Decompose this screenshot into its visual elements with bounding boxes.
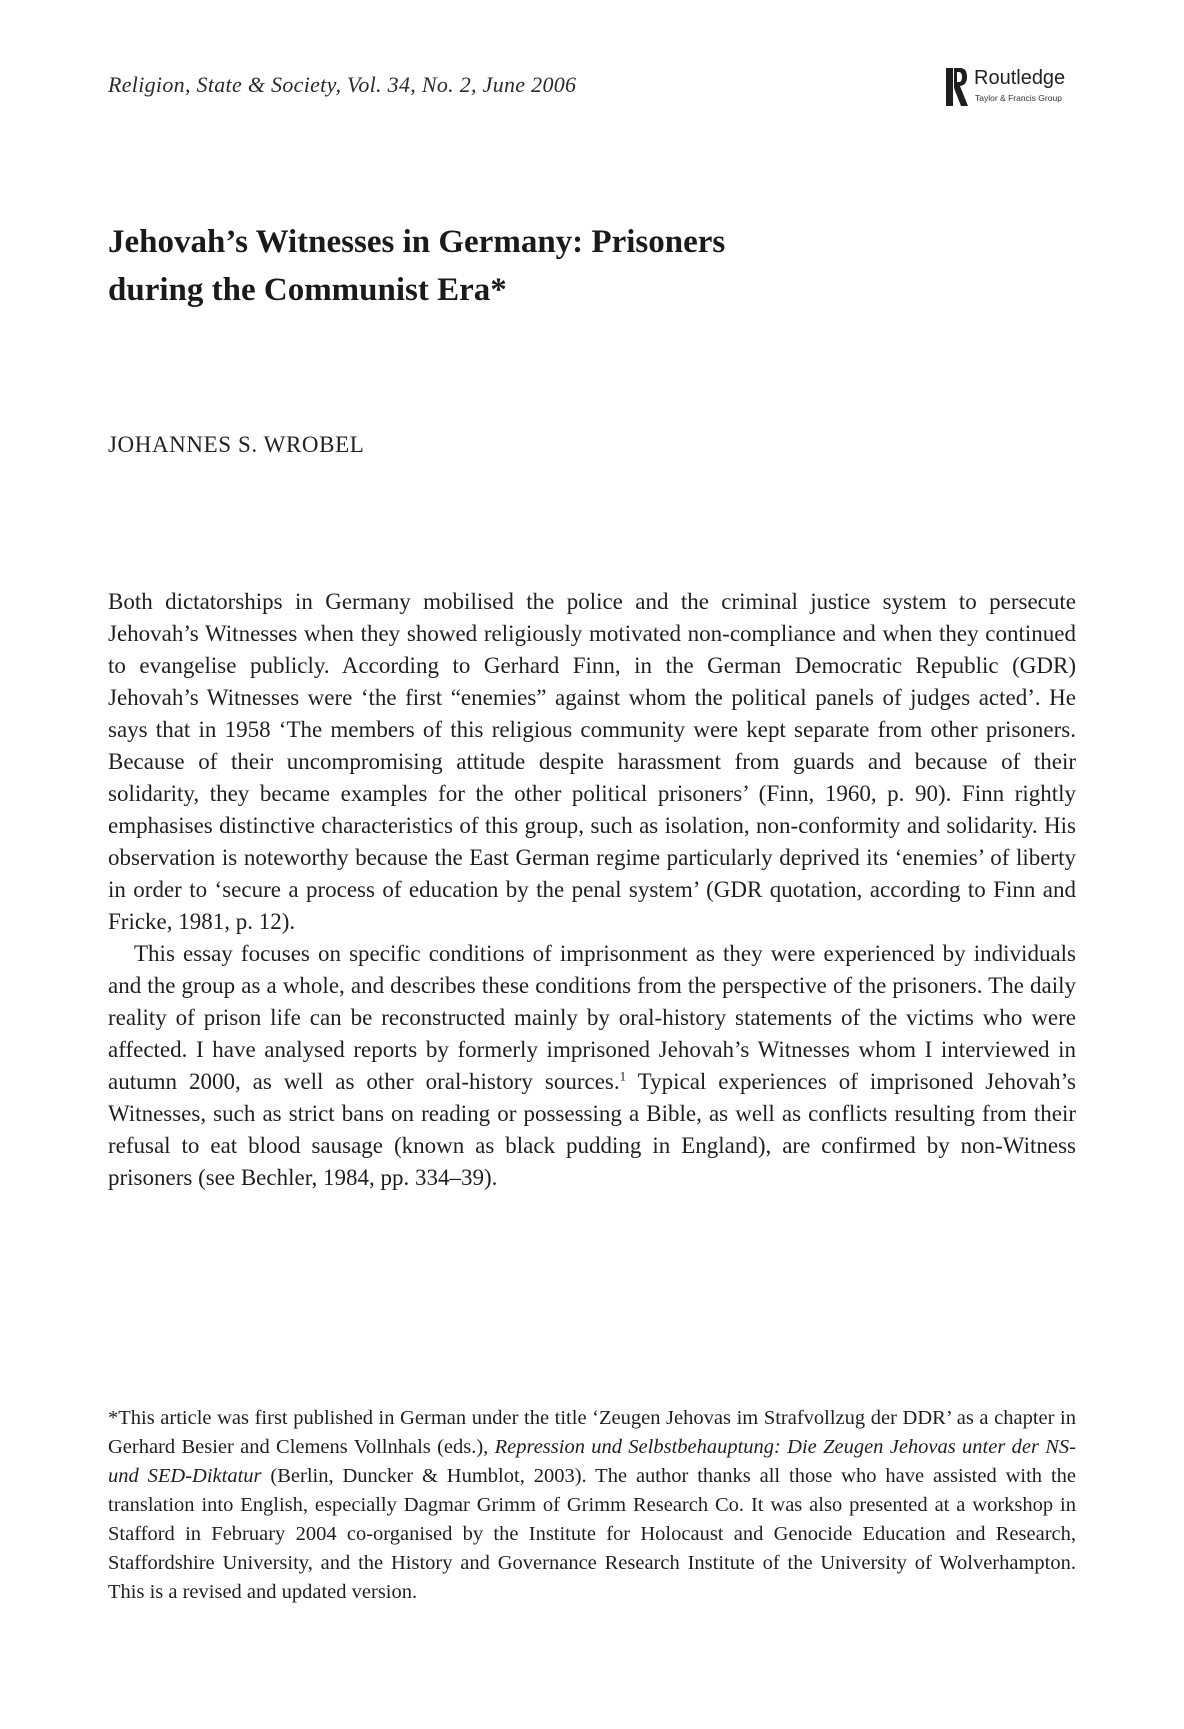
publisher-group: Taylor & Francis Group <box>975 93 1062 103</box>
article-title-line-2: during the Communist Era* <box>108 272 507 308</box>
footnote-text: *This article was first published in German under the title ‘Zeugen Jehovas im Strafvollzug der DDR’ as a chapter in Gerhard Besier and Clemens Vollnhals (eds.), <box>108 1407 1076 1458</box>
footnote-book-title: Repression und Selbstbehauptung: Die Zeugen Jehovas unter der NS- und SED-Diktatur <box>108 1436 1077 1487</box>
publisher-name: Routledge <box>974 67 1066 89</box>
body-paragraph-2 <box>108 938 1076 1194</box>
article-title <box>108 218 908 314</box>
article-title-line-1: Jehovah’s Witnesses in Germany: Prisoners <box>108 224 726 260</box>
footnote-text-cont: (Berlin, Duncker & Humblot, 2003). The author thanks all those who have assisted with the translation into English, especially Dagmar Grimm of Grimm Research Co. It was also presented at a workshop in Stafford in February 2004 co-organised by the Institute for Holocaust and Genocide Education and Research, Staffordshire University, and the History and Governance Research Institute of the University of Wolverhampton. This is a revised and updated version. <box>108 1465 1076 1603</box>
body-paragraph-2-text-cont: Typical experiences of imprisoned Jehovah’s Witnesses, such as strict bans on reading or possessing a Bible, as well as conflicts resulting from their refusal to eat blood sausage (known as black pudding in England), are confirmed by non-Witness prisoners (see Bechler, 1984, pp. 334–39). <box>108 1069 1077 1190</box>
routledge-r-icon <box>946 68 968 106</box>
journal-citation: Religion, State & Society, Vol. 34, No. 2, June 2006 <box>108 72 577 97</box>
footnote-ref-1[interactable]: 1 <box>619 1068 627 1084</box>
article-body <box>108 586 1076 1194</box>
publisher-logo <box>946 66 1096 112</box>
body-paragraph-1: Both dictatorships in Germany mobilised the police and the criminal justice system to persecute Jehovah’s Witnesses when they showed religiously motivated non-compliance and when they continued to evangelise publicly. According to Gerhard Finn, in the German Democratic Republic (GDR) Jehovah’s Witnesses were ‘the first “enemies” against whom the political panels of judges acted’. He says that in 1958 ‘The members of this religious community were kept separate from other prisoners. Because of their uncompromising attitude despite harassment from guards and because of their solidarity, they became examples for the other political prisoners’ (Finn, 1960, p. 90). Finn rightly emphasises distinctive characteristics of this group, such as isolation, non-conformity and solidarity. His observation is noteworthy because the East German regime particularly deprived its ‘enemies’ of liberty in order to ‘secure a process of education by the penal system’ (GDR quotation, according to Finn and Fricke, 1981, p. 12). <box>108 589 1076 934</box>
author-name: JOHANNES S. WROBEL <box>108 432 365 457</box>
article-footnote <box>108 1404 1076 1607</box>
body-paragraph-2-text: This essay focuses on specific conditions of imprisonment as they were experienced by individuals and the group as a whole, and describes these conditions from the perspective of the prisoners. The daily reality of prison life can be reconstructed mainly by oral-history statements of the victims who were affected. I have analysed reports by formerly imprisoned Jehovah’s Witnesses whom I interviewed in autumn 2000, as well as other oral-history sources. <box>108 941 1076 1094</box>
